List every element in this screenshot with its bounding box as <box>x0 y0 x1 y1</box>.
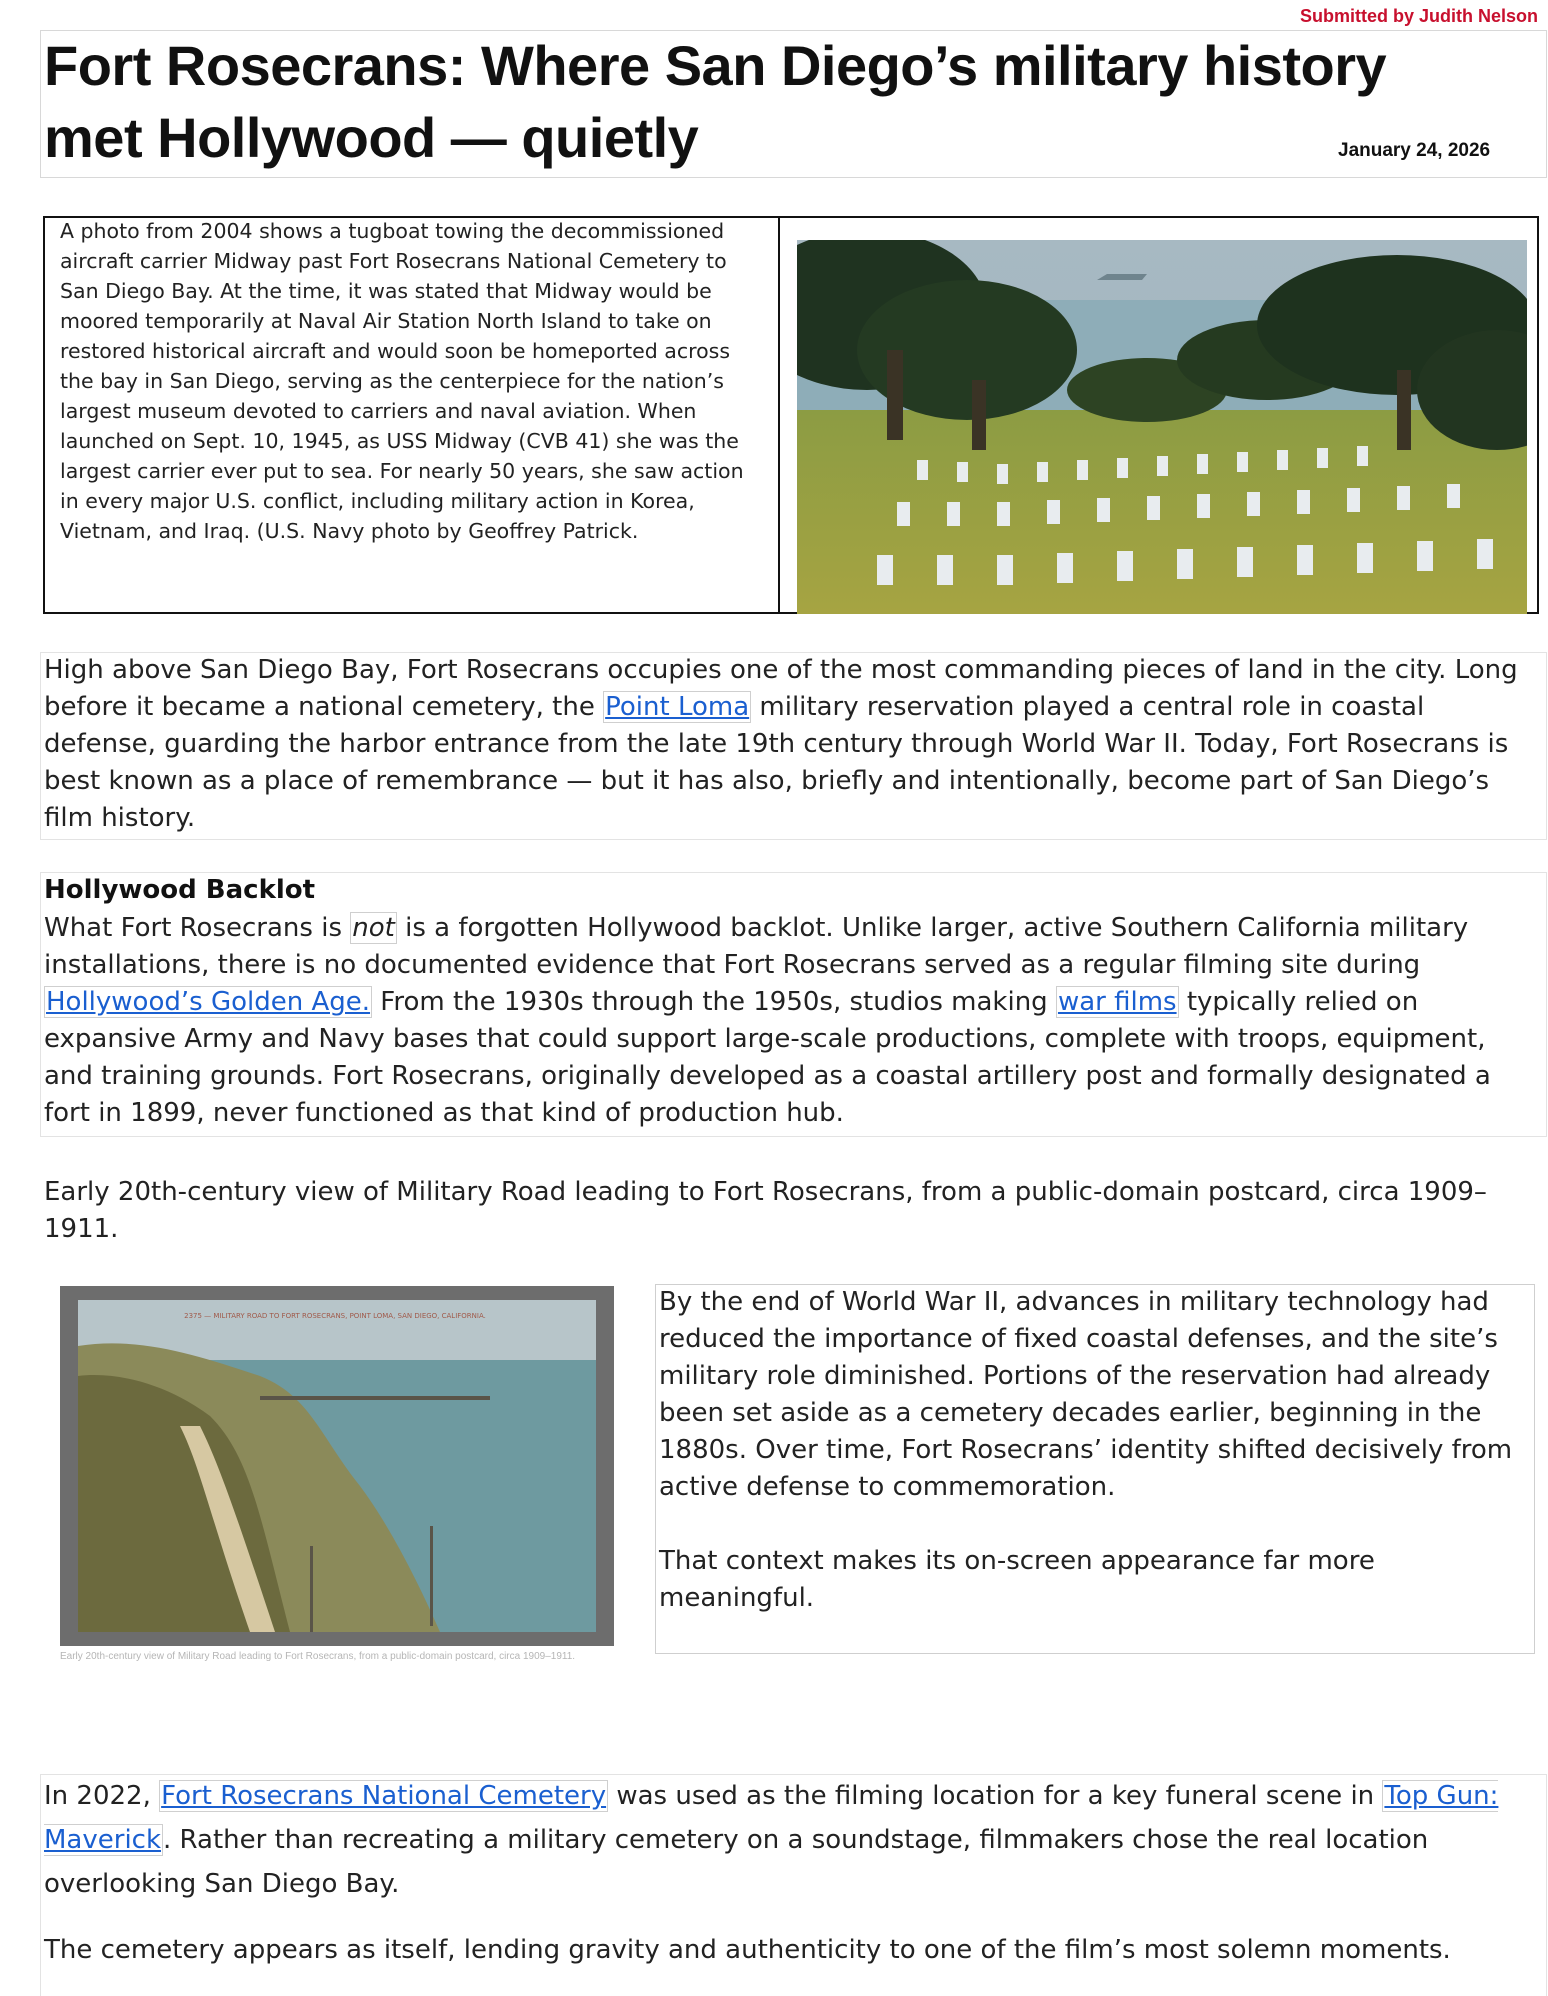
intro-paragraph <box>44 652 1539 837</box>
topgun-text-3: . Rather than recreating a military cemetery on a soundstage, filmmakers chose the real location overlooking San Diego Bay. <box>44 1825 1429 1899</box>
postcard-heading: Early 20th-century view of Military Road leading to Fort Rosecrans, from a public-domain postcard, circa 1909–1911. <box>44 1177 1487 1244</box>
postcard-caption: Early 20th-century view of Military Road leading to Fort Rosecrans, from a public-domain postcard, circa 1909–1911. <box>60 1651 576 1662</box>
backlot-text-3: From the 1930s through the 1950s, studios making <box>372 987 1056 1017</box>
backlot-not: not <box>352 913 395 943</box>
topgun-paragraph <box>44 1774 1539 1906</box>
war-films-link[interactable]: war films <box>1057 987 1177 1017</box>
cemetery-link[interactable]: Fort Rosecrans National Cemetery <box>161 1781 607 1811</box>
ww2-text <box>659 1284 1535 1617</box>
backlot-text-2: is a forgotten Hollywood backlot. Unlike larger, active Southern California military installations, there is no documented evidence that Fort Rosecrans served as a regular filming site during <box>44 913 1469 980</box>
point-loma-link[interactable]: Point Loma <box>605 692 750 722</box>
golden-age-link[interactable]: Hollywood’s Golden Age. <box>46 987 371 1017</box>
intro-text-1: High above San Diego Bay, Fort Rosecrans occupies one of the most commanding pieces of land in the city. Long before it became a national cemetery, the <box>44 655 1518 722</box>
cemetery-photo <box>797 240 1527 614</box>
article-title: Fort Rosecrans: Where San Diego’s military history met Hollywood — quietly <box>44 34 1387 169</box>
backlot-text-1: What Fort Rosecrans is <box>44 913 351 943</box>
submitted-by: Submitted by Judith Nelson <box>1299 6 1538 26</box>
caption-divider <box>778 216 780 614</box>
backlot-paragraph <box>44 910 1539 1132</box>
top-gun-maverick-link[interactable]: Top Gun: Maverick <box>44 1781 1499 1855</box>
intro-text-2: military reservation played a central role in coastal defense, guarding the harbor entrance from the late 19th century through World War II. Today, Fort Rosecrans is best known as a place of remembrance — but it has also, briefly and intentionally, become part of San Diego’s film history. <box>44 692 1509 833</box>
topgun-text-2: was used as the filming location for a key funeral scene in <box>608 1781 1383 1811</box>
backlot-text-4: typically relied on expansive Army and Navy bases that could support large-scale productions, complete with troops, equipment, and training grounds. Fort Rosecrans, originally developed as a coastal artillery post and formally designated a fort in 1899, never functioned as that kind of production hub. <box>44 987 1491 1128</box>
postcard-image <box>60 1286 614 1646</box>
ww2-paragraph-2: That context makes its on-screen appearance far more meaningful. <box>659 1546 1375 1613</box>
article-date: January 24, 2026 <box>1338 140 1491 161</box>
ww2-paragraph-1: By the end of World War II, advances in military technology had reduced the importance of fixed coastal defenses, and the site’s military role diminished. Portions of the reservation had already been set aside as a cemetery decades earlier, beginning in the 1880s. Over time, Fort Rosecrans’ identity shifted decisively from active defense to commemoration. <box>659 1287 1513 1502</box>
photo-caption: A photo from 2004 shows a tugboat towing the decommissioned aircraft carrier Midway past Fort Rosecrans National Cemetery to San Diego Bay. At the time, it was stated that Midway would be moored temporarily at Naval Air Station North Island to take on restored historical aircraft and would soon be homeported across the bay in San Diego, serving as the centerpiece for the nation’s largest museum devoted to carriers and naval aviation. When launched on Sept. 10, 1945, as USS Midway (CVB 41) she was the largest carrier ever put to sea. For nearly 50 years, she saw action in every major U.S. conflict, including military action in Korea, Vietnam, and Iraq. (U.S. Navy photo by Geoffrey Patrick. <box>60 219 744 543</box>
backlot-heading: Hollywood Backlot <box>44 875 316 905</box>
topgun-paragraph-2: The cemetery appears as itself, lending gravity and authenticity to one of the film’s most solemn moments. <box>44 1935 1451 1965</box>
svg-text:2375 — MILITARY ROAD TO FORT R: 2375 — MILITARY ROAD TO FORT ROSECRANS, POINT LOMA, SAN DIEGO, CALIFORNIA. <box>184 1312 486 1320</box>
topgun-text-1: In 2022, <box>44 1781 160 1811</box>
